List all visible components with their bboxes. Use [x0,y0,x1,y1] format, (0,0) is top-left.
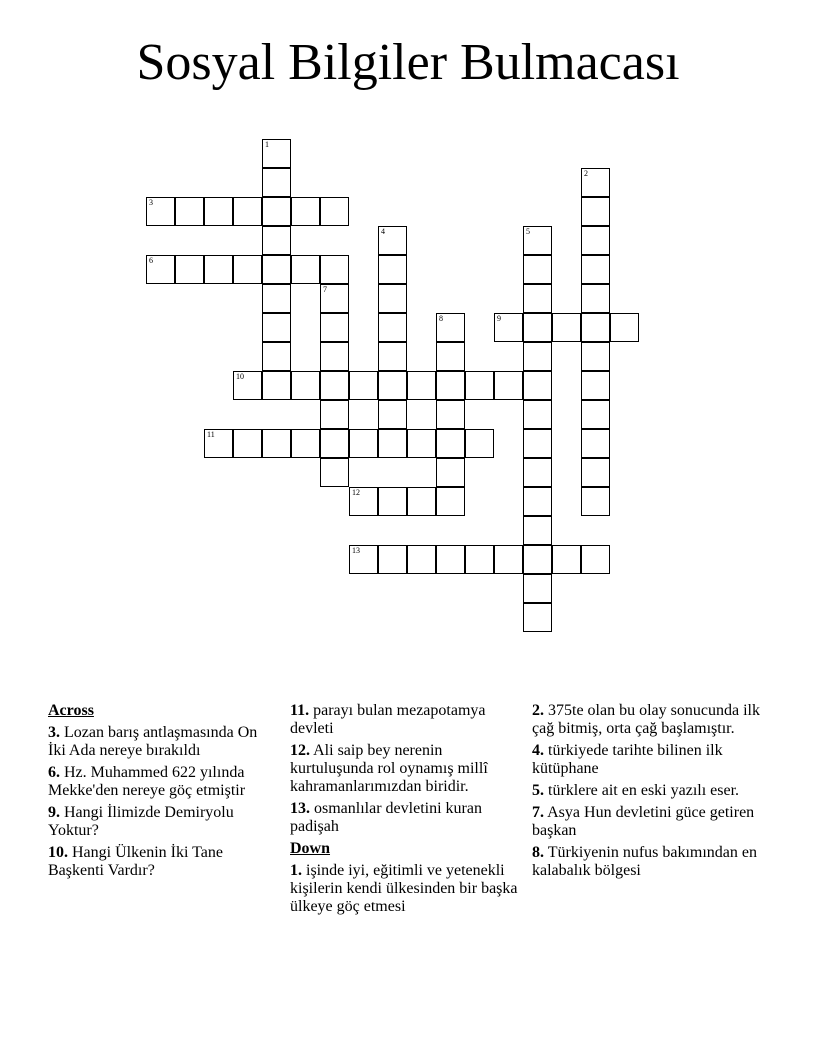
cell-number: 5 [526,227,530,236]
crossword-cell[interactable] [494,371,523,400]
cell-number: 8 [439,314,443,323]
crossword-cell[interactable] [378,342,407,371]
crossword-cell-11[interactable] [204,429,233,458]
crossword-cell[interactable] [581,400,610,429]
crossword-cell-13[interactable] [349,545,378,574]
crossword-cell[interactable] [378,545,407,574]
cell-number: 7 [323,285,327,294]
clue-across-9: 9. Hangi İlimizde Demiryolu Yoktur? [48,804,234,839]
crossword-cell[interactable] [523,516,552,545]
crossword-cell-8[interactable] [436,313,465,342]
clue-across-6: 6. Hz. Muhammed 622 yılında Mekke'den nereye göç etmiştir [48,764,246,799]
crossword-cell[interactable] [378,371,407,400]
crossword-cell-6[interactable] [146,255,175,284]
page-title: Sosyal Bilgiler Bulmacası [136,34,680,91]
cell-number: 12 [352,488,360,497]
crossword-cell[interactable] [552,545,581,574]
crossword-cell[interactable] [581,342,610,371]
crossword-cell[interactable] [262,197,291,226]
crossword-cell[interactable] [523,429,552,458]
crossword-cell[interactable] [320,313,349,342]
crossword-cell[interactable] [552,313,581,342]
clue-down-8: 8. Türkiyenin nufus bakımından en kalabalık bölgesi [532,844,758,879]
crossword-cell[interactable] [523,487,552,516]
crossword-cell[interactable] [523,371,552,400]
clue-down-4: 4. türkiyede tarihte bilinen ilk kütüphane [532,742,723,777]
crossword-cell[interactable] [175,197,204,226]
crossword-cell[interactable] [581,255,610,284]
crossword-cell[interactable] [407,545,436,574]
crossword-cell[interactable] [407,487,436,516]
cell-number: 9 [497,314,501,323]
crossword-cell[interactable] [349,429,378,458]
cell-number: 11 [207,430,215,439]
crossword-cell[interactable] [378,487,407,516]
crossword-cell[interactable] [523,284,552,313]
cell-number: 4 [381,227,385,236]
crossword-cell[interactable] [378,429,407,458]
clue-across-13: 13. osmanlılar devletini kuran padişah [290,800,482,835]
crossword-cell[interactable] [523,545,552,574]
crossword-cell-2[interactable] [581,168,610,197]
crossword-cell-10[interactable] [233,371,262,400]
clue-down-7: 7. Asya Hun devletini güce getiren başkan [532,804,755,839]
crossword-cell[interactable] [581,545,610,574]
crossword-cell[interactable] [581,284,610,313]
crossword-cell[interactable] [436,429,465,458]
crossword-cell[interactable] [233,197,262,226]
crossword-cell[interactable] [291,255,320,284]
cell-number: 2 [584,169,588,178]
crossword-cell[interactable] [523,574,552,603]
crossword-cell[interactable] [523,342,552,371]
cell-number: 6 [149,256,153,265]
crossword-cell[interactable] [378,313,407,342]
clue-down-5: 5. türklere ait en eski yazılı eser. [532,782,740,799]
clues-column-1 [48,702,276,884]
crossword-cell[interactable] [378,255,407,284]
crossword-cell[interactable] [320,458,349,487]
crossword-cell[interactable] [262,255,291,284]
crossword-cell-3[interactable] [146,197,175,226]
crossword-cell[interactable] [523,313,552,342]
crossword-cell[interactable] [378,284,407,313]
crossword-cell[interactable] [407,371,436,400]
crossword-cell[interactable] [436,400,465,429]
crossword-cell[interactable] [523,458,552,487]
crossword-cell[interactable] [436,545,465,574]
crossword-cell[interactable] [262,429,291,458]
crossword-cell[interactable] [581,226,610,255]
crossword-cell[interactable] [436,371,465,400]
clue-across-11: 11. parayı bulan mezapotamya devleti [290,702,486,737]
crossword-cell[interactable] [465,429,494,458]
crossword-cell[interactable] [204,197,233,226]
crossword-cell[interactable] [291,371,320,400]
crossword-cell[interactable] [291,429,320,458]
crossword-cell[interactable] [465,545,494,574]
crossword-cell[interactable] [378,400,407,429]
crossword-cell[interactable] [581,458,610,487]
crossword-cell[interactable] [523,255,552,284]
crossword-cell[interactable] [320,400,349,429]
crossword-cell[interactable] [233,429,262,458]
crossword-cell[interactable] [436,458,465,487]
clue-across-12: 12. Ali saip bey nerenin kurtuluşunda rol oynamış millî kahramanlarımızdan biridir. [290,742,488,795]
crossword-cell[interactable] [320,197,349,226]
crossword-cell[interactable] [436,342,465,371]
crossword-cell[interactable] [262,342,291,371]
crossword-cell[interactable] [320,342,349,371]
crossword-cell[interactable] [175,255,204,284]
crossword-cell[interactable] [291,197,320,226]
crossword-cell-5[interactable] [523,226,552,255]
clue-across-3: 3. Lozan barış antlaşmasında On İki Ada nereye bırakıldı [48,724,258,759]
clue-down-2: 2. 375te olan bu olay sonucunda ilk çağ bitmiş, orta çağ başlamıştır. [532,702,760,737]
crossword-cell[interactable] [436,487,465,516]
crossword-cell[interactable] [581,487,610,516]
clues-column-2 [290,702,518,920]
cell-number: 13 [352,546,360,555]
clues-column-3 [532,702,760,884]
crossword-cell[interactable] [320,255,349,284]
cell-number: 1 [265,140,269,149]
crossword-cell[interactable] [349,371,378,400]
crossword-cell[interactable] [262,226,291,255]
cell-number: 3 [149,198,153,207]
crossword-cell[interactable] [320,429,349,458]
crossword-cell[interactable] [320,371,349,400]
crossword-cell[interactable] [523,400,552,429]
crossword-cell[interactable] [407,429,436,458]
crossword-cell[interactable] [581,313,610,342]
crossword-cell[interactable] [233,255,262,284]
crossword-cell[interactable] [494,545,523,574]
cell-number: 10 [236,372,244,381]
crossword-cell[interactable] [262,371,291,400]
crossword-cell-4[interactable] [378,226,407,255]
crossword-cell[interactable] [523,603,552,632]
crossword-cell-9[interactable] [494,313,523,342]
across-heading: Across [48,702,94,719]
crossword-cell[interactable] [204,255,233,284]
crossword-cell[interactable] [610,313,639,342]
crossword-cell-1[interactable] [262,139,291,168]
clue-across-10: 10. Hangi Ülkenin İki Tane Başkenti Vardır? [48,844,223,879]
crossword-cell-12[interactable] [349,487,378,516]
crossword-cell[interactable] [262,313,291,342]
clue-down-1: 1. işinde iyi, eğitimli ve yetenekli kişilerin kendi ülkesinden bir başka ülkeye göç etmesi [290,862,518,915]
crossword-cell[interactable] [262,168,291,197]
crossword-cell-7[interactable] [320,284,349,313]
crossword-cell[interactable] [581,197,610,226]
crossword-cell[interactable] [262,284,291,313]
crossword-cell[interactable] [581,429,610,458]
crossword-cell[interactable] [465,371,494,400]
crossword-cell[interactable] [581,371,610,400]
down-heading: Down [290,840,331,857]
